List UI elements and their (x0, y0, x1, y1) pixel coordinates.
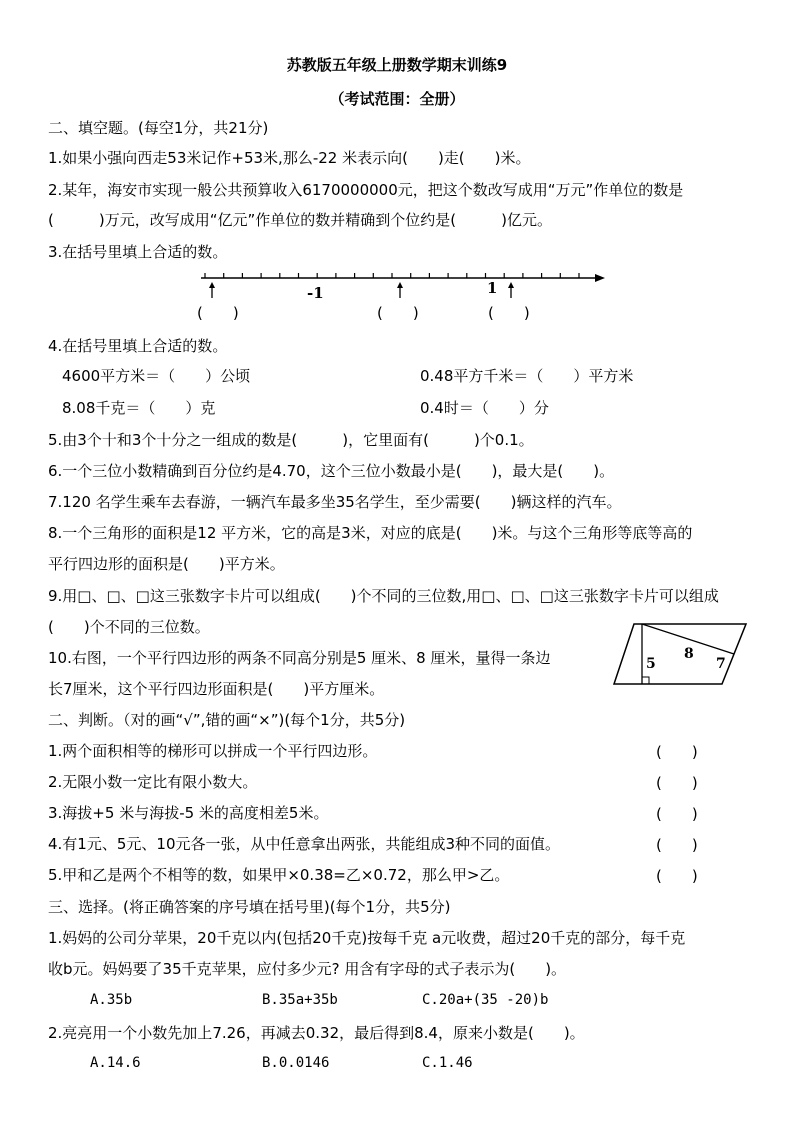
number-line-blank-a[interactable]: ( ) (197, 304, 239, 322)
choice-2-option-b[interactable]: B.0.0146 (262, 1055, 330, 1071)
question-6: 6.一个三位小数精确到百分位约是4.70，这个三位小数最小是( )，最大是( )。 (48, 462, 615, 480)
section-fill-heading: 二、填空题。(每空1分，共21分) (48, 119, 269, 137)
judge-item-5: 5.甲和乙是两个不相等的数，如果甲×0.38=乙×0.72，那么甲>乙。 (48, 866, 510, 884)
number-line-blank-c[interactable]: ( ) (488, 304, 530, 322)
arrow-a (209, 282, 215, 298)
judge-item-2: 2.无限小数一定比有限小数大。 (48, 773, 258, 791)
judge-answer-3[interactable]: ( ) (656, 805, 698, 823)
question-1: 1.如果小强向西走53米记作+53米,那么-22 米表示向( )走( )米。 (48, 149, 531, 167)
choice-1-option-c[interactable]: C.20a+(35 -20)b (422, 992, 549, 1008)
page-subtitle: （考试范围：全册） (329, 90, 465, 108)
number-line-blank-b[interactable]: ( ) (377, 304, 419, 322)
choice-1-option-a[interactable]: A.35b (90, 992, 133, 1008)
question-4-c: 8.08千克＝（ ）克 (62, 399, 216, 417)
height-5-label: 5 (646, 656, 656, 672)
parallelogram-figure (612, 618, 752, 690)
question-2-line-2: ( )万元，改写成用“亿元”作单位的数并精确到个位约是( )亿元。 (48, 211, 552, 229)
question-4-b: 0.48平方千米＝（ ）平方米 (420, 367, 634, 385)
judge-answer-1[interactable]: ( ) (656, 743, 698, 761)
choice-2-option-a[interactable]: A.14.6 (90, 1055, 141, 1071)
arrow-b (397, 282, 403, 298)
section-judge-heading: 二、判断。（对的画“√”,错的画“×”)(每个1分，共5分) (48, 711, 406, 729)
question-4: 4.在括号里填上合适的数。 (48, 337, 228, 355)
judge-item-4: 4.有1元、5元、10元各一张，从中任意拿出两张，共能组成3种不同的面值。 (48, 835, 561, 853)
choice-1-line-1: 1.妈妈的公司分苹果，20千克以内(包括20千克)按每千克 a元收费，超过20千克的部分，每千克 (48, 929, 686, 947)
question-9-line-1: 9.用□、□、□这三张数字卡片可以组成( )个不同的三位数,用□、□、□这三张数字卡片可以组成 (48, 587, 719, 605)
question-7: 7.120 名学生乘车去春游，一辆汽车最多坐35名学生，至少需要( )辆这样的汽车。 (48, 493, 622, 511)
height-8-label: 8 (684, 646, 694, 662)
question-8-line-1: 8.一个三角形的面积是12 平方米，它的高是3米，对应的底是( )米。与这个三角形等底等高的 (48, 524, 693, 542)
question-10-line-2: 长7厘米，这个平行四边形面积是( )平方厘米。 (48, 680, 385, 698)
section-choice-heading: 三、选择。(将正确答案的序号填在括号里)(每个1分，共5分) (48, 898, 451, 916)
judge-item-3: 3.海拔+5 米与海拔-5 米的高度相差5米。 (48, 804, 329, 822)
judge-answer-4[interactable]: ( ) (656, 836, 698, 854)
judge-answer-5[interactable]: ( ) (656, 867, 698, 885)
number-line-ticks (205, 273, 579, 278)
arrow-c (508, 282, 514, 298)
question-4-a: 4600平方米＝（ ）公顷 (62, 367, 251, 385)
page-title: 苏教版五年级上册数学期末训练9 (286, 56, 508, 74)
judge-answer-2[interactable]: ( ) (656, 774, 698, 792)
choice-1-line-2: 收b元。妈妈要了35千克苹果，应付多少元? 用含有字母的式子表示为( )。 (48, 960, 567, 978)
side-7-label: 7 (716, 656, 726, 672)
question-2-line-1: 2.某年，海安市实现一般公共预算收入6170000000元，把这个数改写成用“万元”作单位的数是 (48, 181, 684, 199)
choice-2-option-c[interactable]: C.1.46 (422, 1055, 473, 1071)
question-3: 3.在括号里填上合适的数。 (48, 243, 228, 261)
number-line-diagram (195, 268, 615, 328)
judge-item-1: 1.两个面积相等的梯形可以拼成一个平行四边形。 (48, 742, 378, 760)
question-4-d: 0.4时＝（ ）分 (420, 399, 549, 417)
question-10-line-1: 10.右图，一个平行四边形的两条不同高分别是5 厘米、8 厘米，量得一条边 (48, 649, 551, 667)
choice-2: 2.亮亮用一个小数先加上7.26，再减去0.32，最后得到8.4，原来小数是( )。 (48, 1024, 585, 1042)
question-5: 5.由3个十和3个十分之一组成的数是( )，它里面有( )个0.1。 (48, 431, 534, 449)
number-line-label-neg1: -1 (307, 284, 324, 302)
question-8-line-2: 平行四边形的面积是( )平方米。 (48, 555, 285, 573)
number-line-label-1: 1 (487, 279, 498, 297)
question-9-line-2: ( )个不同的三位数。 (48, 618, 210, 636)
choice-1-option-b[interactable]: B.35a+35b (262, 992, 338, 1008)
parallelogram-outline (614, 624, 746, 684)
